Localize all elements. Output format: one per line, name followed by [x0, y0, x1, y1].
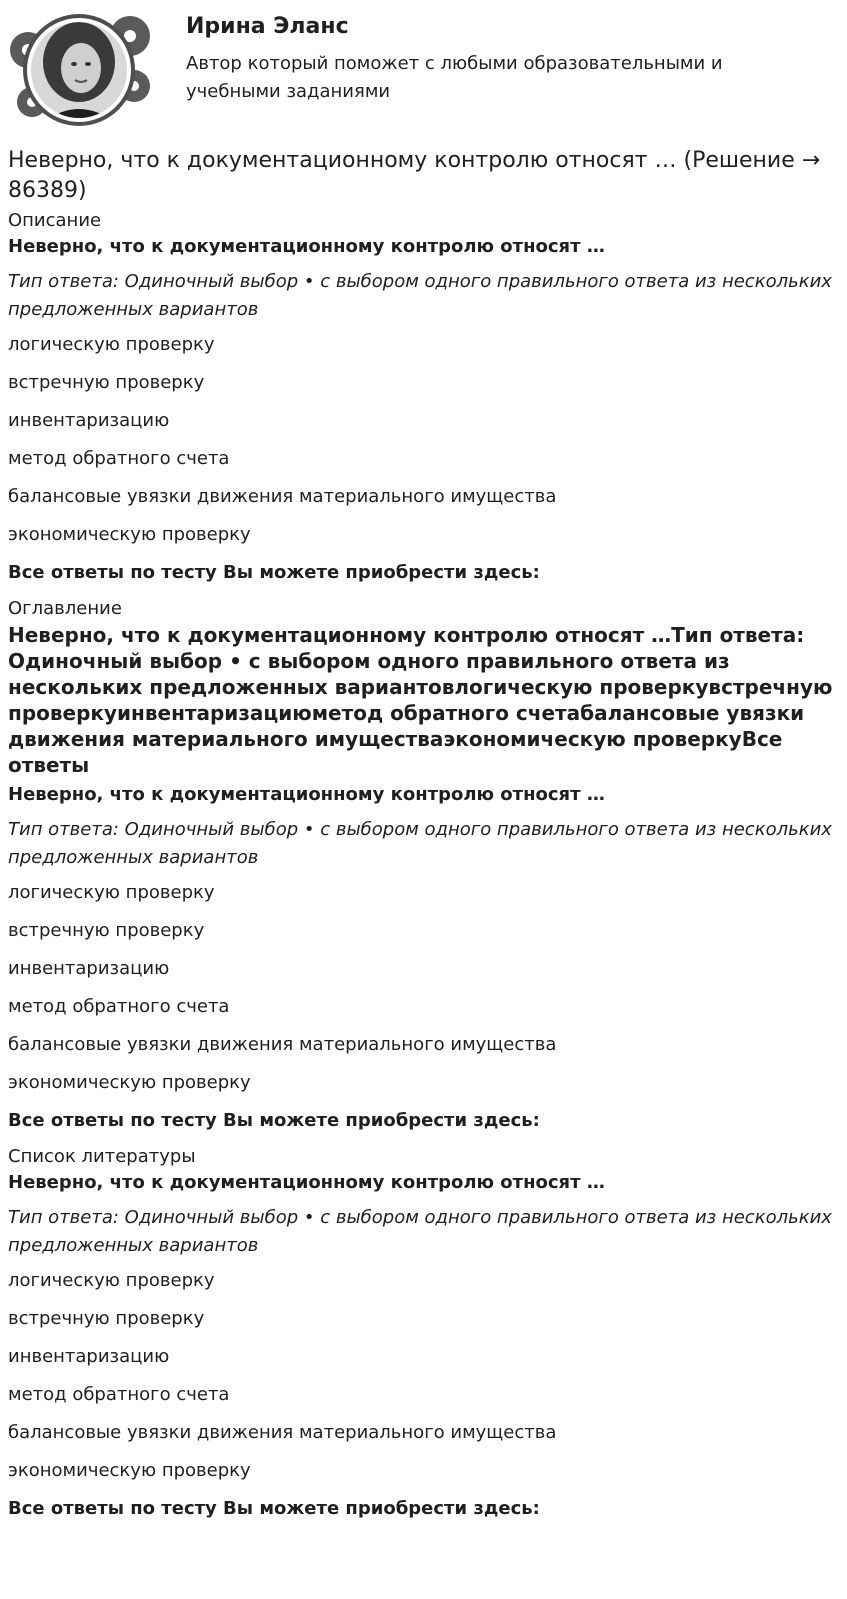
answer-option: логическую проверку	[8, 1270, 215, 1291]
answer-option: логическую проверку	[8, 334, 215, 355]
answer-option: встречную проверку	[8, 1308, 205, 1329]
buy-answers-text: Все ответы по тесту Вы можете приобрести здесь:	[8, 562, 540, 583]
section-label-description: Описание	[8, 210, 102, 231]
answer-option: экономическую проверку	[8, 1460, 251, 1481]
answer-option: метод обратного счета	[8, 1384, 230, 1405]
page-title: Неверно, что к документационному контролю относят … (Решение → 86389)	[8, 148, 821, 203]
answer-option: инвентаризацию	[8, 958, 170, 979]
answer-option: балансовые увязки движения материального имущества	[8, 486, 557, 507]
answer-option: инвентаризацию	[8, 410, 170, 431]
question-title: Неверно, что к документационному контролю относят …	[8, 784, 605, 805]
answer-option: экономическую проверку	[8, 1072, 251, 1093]
buy-answers-text: Все ответы по тесту Вы можете приобрести здесь:	[8, 1498, 540, 1519]
answer-option: встречную проверку	[8, 920, 205, 941]
toc-heading: Неверно, что к документационному контролю относят …Тип ответа: Одиночный выбор • с выбором одного правильного ответа из нескольких предложенных вариантовлогическую проверкувстречную проверкуинвентаризациюметод обратного счетабалансовые увязки движения материального имуществаэкономическую проверкуВсе ответы	[8, 623, 833, 777]
answer-option: экономическую проверку	[8, 524, 251, 545]
answer-type: Тип ответа: Одиночный выбор • с выбором одного правильного ответа из нескольких предложенных вариантов	[8, 1207, 832, 1256]
answer-type: Тип ответа: Одиночный выбор • с выбором одного правильного ответа из нескольких предложенных вариантов	[8, 819, 832, 868]
answer-option: балансовые увязки движения материального имущества	[8, 1034, 557, 1055]
answer-option: инвентаризацию	[8, 1346, 170, 1367]
question-title: Неверно, что к документационному контролю относят …	[8, 1172, 605, 1193]
buy-answers-text: Все ответы по тесту Вы можете приобрести здесь:	[8, 1110, 540, 1131]
question-title: Неверно, что к документационному контролю относят …	[8, 236, 605, 257]
author-description: Автор который поможет с любыми образовательными и учебными заданиями	[186, 53, 723, 102]
section-label-literature: Список литературы	[8, 1146, 196, 1167]
author-block	[8, 8, 839, 128]
answer-option: метод обратного счета	[8, 448, 230, 469]
answer-option: метод обратного счета	[8, 996, 230, 1017]
answer-type: Тип ответа: Одиночный выбор • с выбором одного правильного ответа из нескольких предложенных вариантов	[8, 271, 832, 320]
main-content	[8, 146, 839, 1532]
author-name[interactable]: Ирина Эланс	[186, 14, 349, 39]
answer-option: балансовые увязки движения материального имущества	[8, 1422, 557, 1443]
answer-option: логическую проверку	[8, 882, 215, 903]
section-label-toc: Оглавление	[8, 598, 122, 619]
author-avatar	[8, 8, 150, 126]
answer-option: встречную проверку	[8, 372, 205, 393]
